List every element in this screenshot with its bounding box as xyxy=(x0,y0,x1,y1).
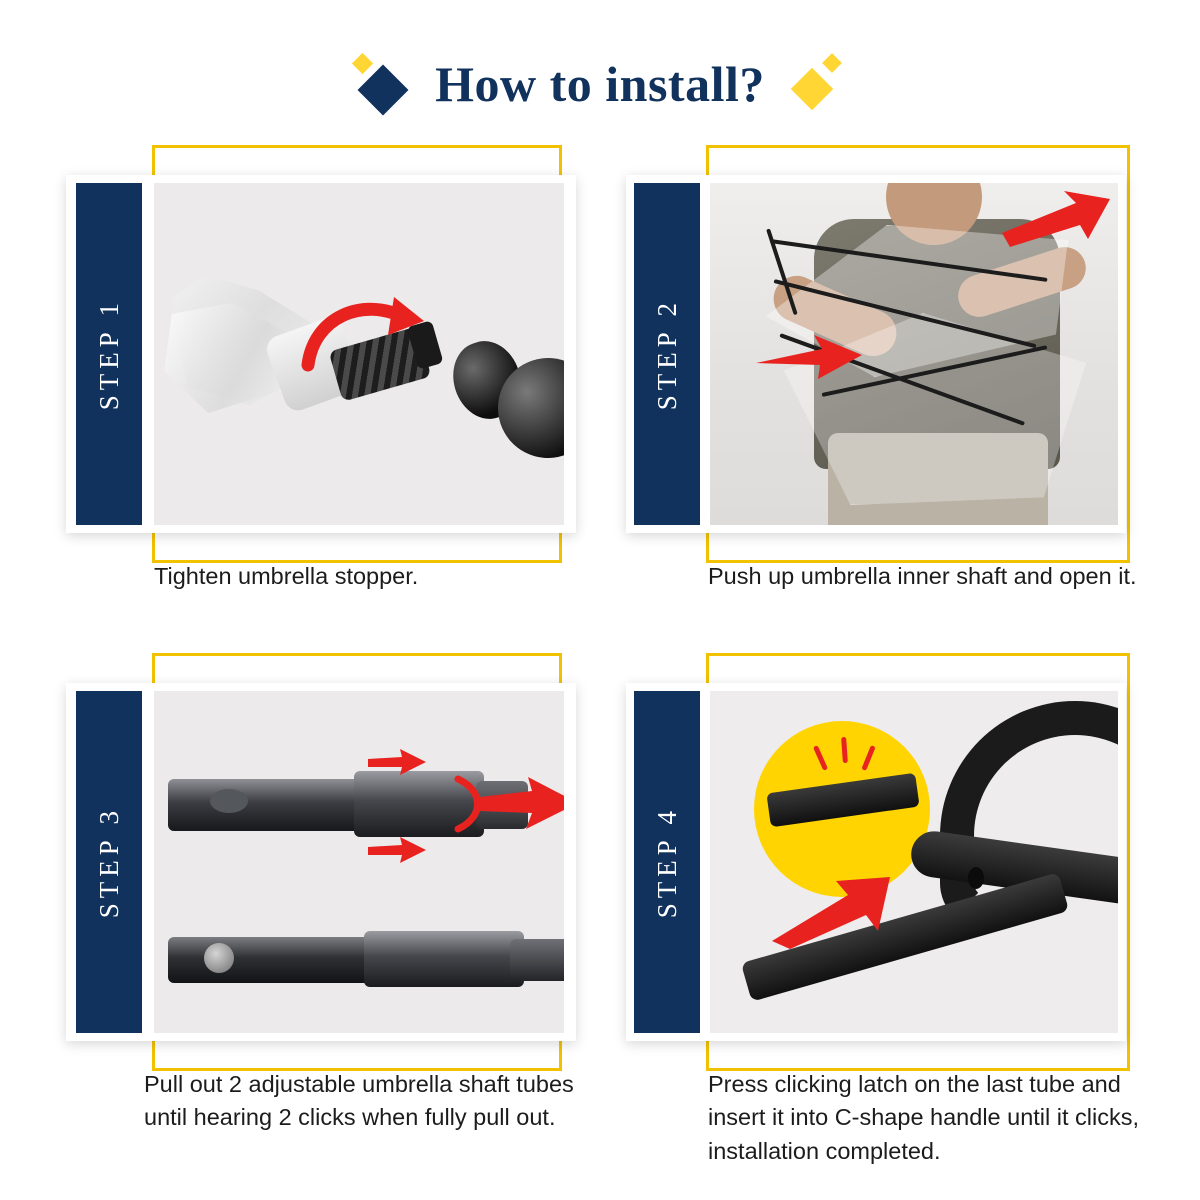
shaft-screw-head xyxy=(204,943,234,973)
step-image-3 xyxy=(154,691,564,1033)
shaft-tube-lower-3 xyxy=(510,939,564,981)
yellow-diamond-icon xyxy=(791,68,833,110)
latch-hole xyxy=(968,867,984,889)
small-yellow-diamond-icon xyxy=(822,53,842,73)
step-tab-label-1: STEP 1 xyxy=(93,297,124,411)
small-yellow-diamond-icon xyxy=(352,53,373,74)
red-arrow-icon-small-top xyxy=(368,749,428,775)
step-caption-4: Press clicking latch on the last tube and insert it into C-shape handle until it clicks, installation completed. xyxy=(708,1071,1140,1164)
step-tab-label-2: STEP 2 xyxy=(651,297,682,411)
page-title-row xyxy=(0,46,1200,122)
step-image-4 xyxy=(710,691,1118,1033)
red-arrow-icon-small-bottom xyxy=(368,837,428,863)
step-caption-1: Tighten umbrella stopper. xyxy=(154,563,419,589)
diamond-decoration-left xyxy=(353,54,409,114)
step-panel-4 xyxy=(626,683,1126,1041)
red-arrow-icon-right xyxy=(756,333,866,385)
step-card-3 xyxy=(60,648,574,1168)
step-panel-3 xyxy=(66,683,576,1041)
step-caption-3: Pull out 2 adjustable umbrella shaft tubes until hearing 2 clicks when fully pull out. xyxy=(144,1071,574,1131)
red-arrow-icon-large xyxy=(480,775,564,833)
step-panel-2 xyxy=(626,175,1126,533)
step-card-2 xyxy=(624,140,1144,640)
step-card-4 xyxy=(624,648,1144,1168)
shaft-tube-lower-2 xyxy=(364,931,524,987)
navy-diamond-icon xyxy=(358,65,409,116)
step-card-1 xyxy=(60,140,570,640)
step-tab-label-4: STEP 4 xyxy=(651,805,682,919)
page-title: How to install? xyxy=(435,56,765,112)
step-tab-2 xyxy=(634,183,700,525)
red-arrow-icon-insert xyxy=(772,873,892,951)
curved-red-arrow-icon xyxy=(300,291,430,381)
step-tab-1 xyxy=(76,183,142,525)
step-tab-4 xyxy=(634,691,700,1033)
red-arrow-icon-up xyxy=(1002,189,1112,249)
step-tab-label-3: STEP 3 xyxy=(93,805,124,919)
step-image-1 xyxy=(154,183,564,525)
step-image-2 xyxy=(710,183,1118,525)
step-caption-2: Push up umbrella inner shaft and open it. xyxy=(708,563,1137,589)
step-panel-1 xyxy=(66,175,576,533)
step-tab-3 xyxy=(76,691,142,1033)
shaft-button-hole xyxy=(210,789,248,813)
diamond-decoration-right xyxy=(791,54,847,114)
shaft-tube-lower-1 xyxy=(168,937,378,983)
shaft-tube-upper-1 xyxy=(168,779,368,831)
